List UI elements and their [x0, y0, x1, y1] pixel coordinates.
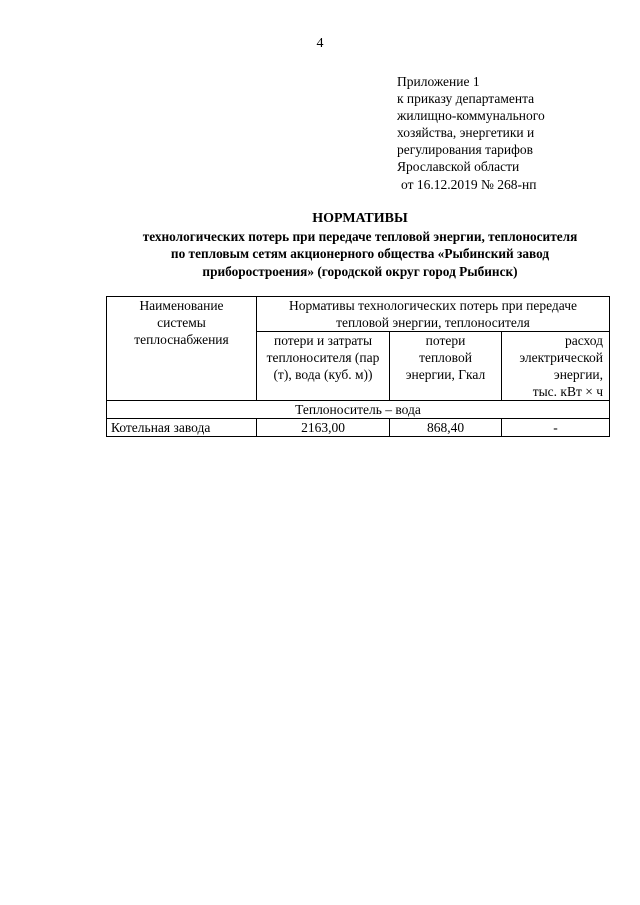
header-norms-group: Нормативы технологических потерь при передаче тепловой энергии, теплоносителя	[257, 297, 610, 332]
page-number: 4	[316, 36, 324, 51]
header-electricity: расход электрической энергии, тыс. кВт × ч	[502, 332, 610, 401]
appendix-line: Приложение 1	[397, 74, 480, 89]
appendix-date-line: от 16.12.2019 № 268-нп	[401, 176, 537, 192]
header-heat-losses: потери тепловой энергии, Гкал	[390, 332, 502, 401]
table-header-row	[107, 297, 610, 332]
document-subtitle-line: приборостроения» (городской округ город Рыбинск)	[202, 263, 518, 279]
row-electricity: -	[502, 419, 610, 437]
appendix-line: Ярославской области	[397, 159, 520, 175]
row-heat-losses: 868,40	[390, 419, 502, 437]
appendix-block	[397, 73, 545, 193]
appendix-line: к приказу департамента	[397, 91, 535, 107]
appendix-line: хозяйства, энергетики и	[397, 125, 535, 141]
section-label: Теплоноситель – вода	[107, 401, 610, 419]
row-coolant-losses: 2163,00	[257, 419, 390, 437]
appendix-line: регулирования тарифов	[397, 142, 534, 158]
header-coolant-losses: потери и затраты теплоносителя (пар (т), вода (куб. м))	[257, 332, 390, 401]
appendix-line: жилищно-коммунального	[397, 108, 545, 124]
document-title-block	[80, 210, 640, 280]
table-row	[107, 419, 610, 437]
document-title: НОРМАТИВЫ	[312, 211, 408, 226]
document-subtitle-line: по тепловым сетям акционерного общества «Рыбинский завод	[170, 246, 550, 261]
header-system-name: Наименование системы теплоснабжения	[107, 297, 257, 401]
row-system-name: Котельная завода	[107, 419, 257, 437]
table-section-row	[107, 401, 610, 419]
document-subtitle-line: технологических потерь при передаче тепловой энергии, теплоносителя	[142, 228, 578, 244]
norms-table	[106, 296, 610, 437]
